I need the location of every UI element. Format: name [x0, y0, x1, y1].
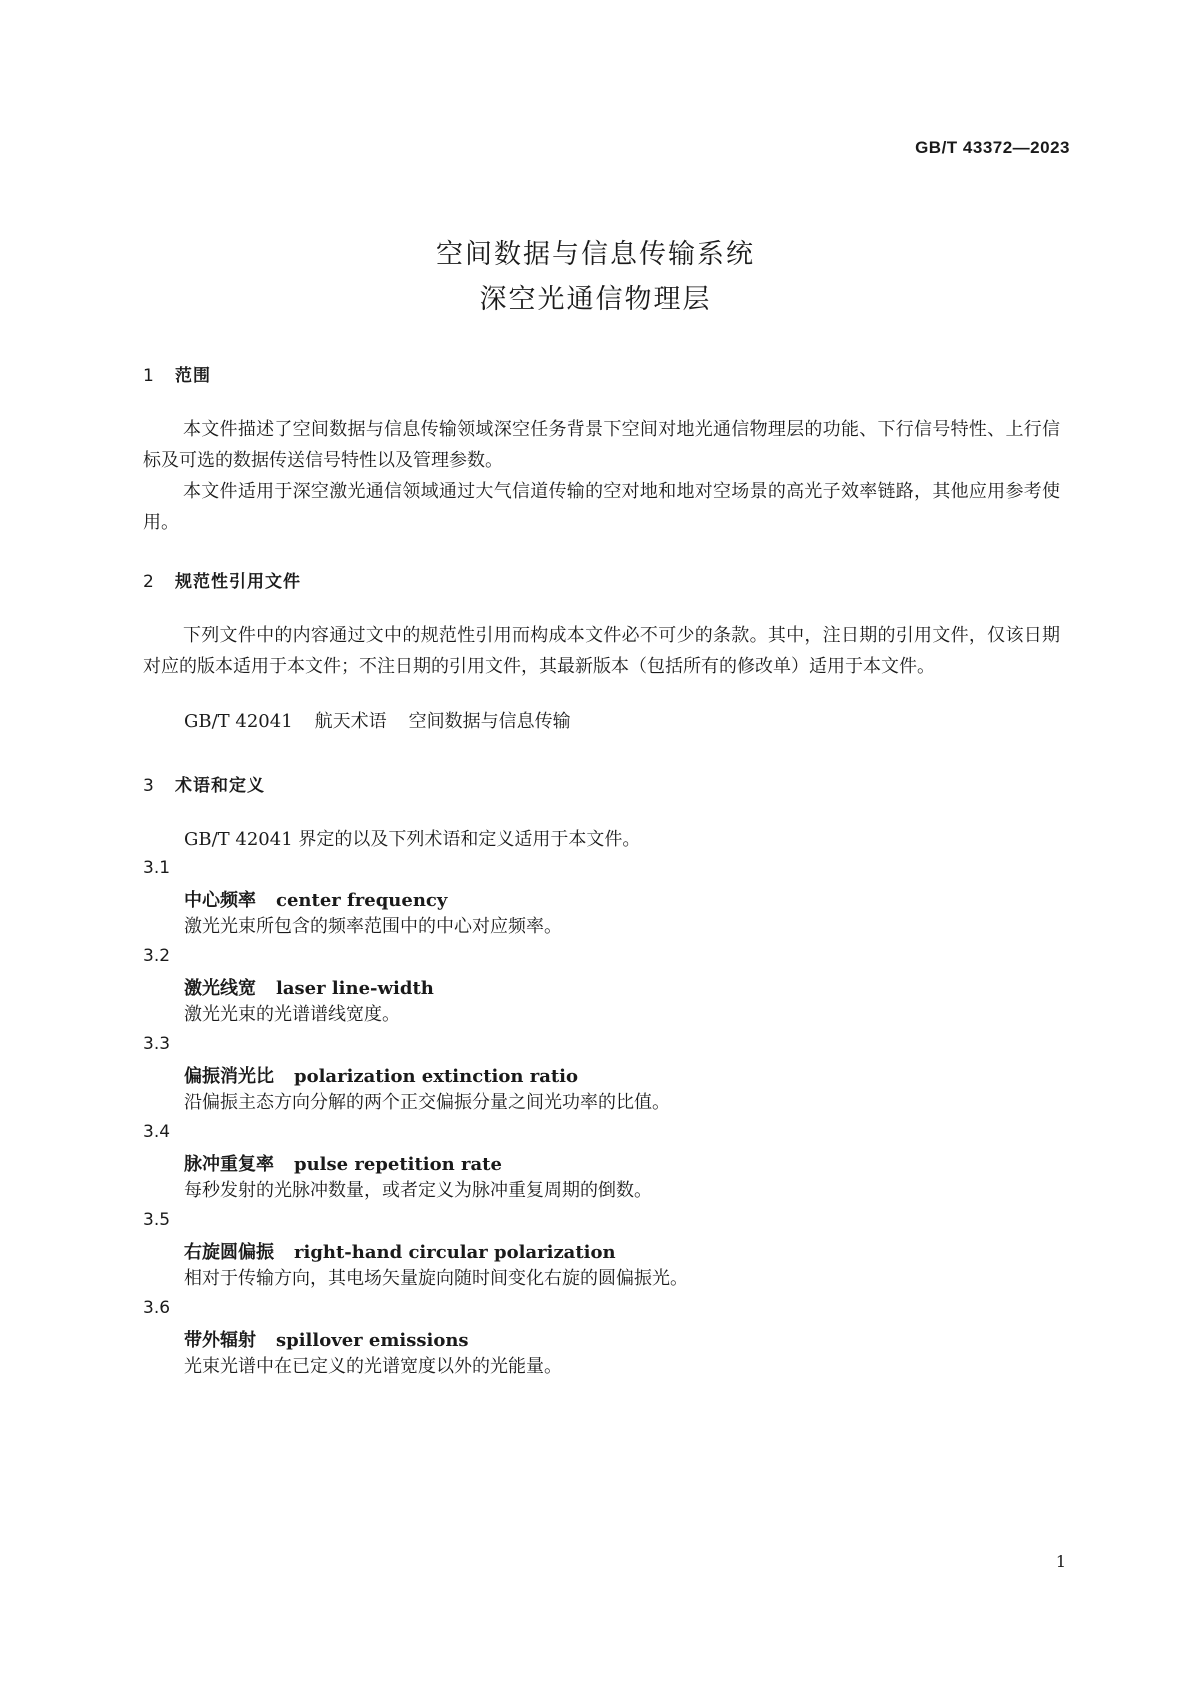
term-name: [184, 974, 434, 1000]
section-heading-normative-references: [143, 567, 301, 592]
section-number: 2: [143, 572, 155, 592]
term-name-en: polarization extinction ratio: [294, 1066, 579, 1087]
term-number: 3.1: [143, 858, 171, 878]
term-definition: 光束光谱中在已定义的光谱宽度以外的光能量。: [184, 1356, 562, 1377]
section-number: 3: [143, 776, 155, 796]
term-name: [184, 1150, 502, 1176]
term-name-zh: 偏振消光比: [184, 1066, 274, 1087]
term-number: 3.6: [143, 1298, 171, 1318]
term-name-en: right-hand circular polarization: [294, 1242, 616, 1263]
paragraph: 下列文件中的内容通过文中的规范性引用而构成本文件必不可少的条款。其中，注日期的引用文件，仅该日期对应的版本适用于本文件；不注日期的引用文件，其最新版本（包括所有的修改单）适用于本文件。: [143, 625, 1060, 677]
section-heading-terms: [143, 771, 265, 796]
term-name-en: pulse repetition rate: [294, 1154, 502, 1175]
reference-title-part: 航天术语: [314, 711, 387, 732]
terms-intro: GB/T 42041 界定的以及下列术语和定义适用于本文件。: [184, 829, 641, 850]
reference-entry: [184, 706, 571, 737]
term-name-zh: 激光线宽: [184, 978, 256, 999]
reference-code: GB/T 42041: [184, 711, 293, 732]
term-name-en: center frequency: [276, 890, 448, 911]
term-definition: 激光光束的光谱谱线宽度。: [184, 1004, 400, 1025]
standard-number: GB/T 43372—2023: [915, 138, 1070, 157]
paragraph: 本文件适用于深空激光通信领域通过大气信道传输的空对地和地对空场景的高光子效率链路，其他应用参考使用。: [143, 481, 1060, 533]
term-definition: 相对于传输方向，其电场矢量旋向随时间变化右旋的圆偏振光。: [184, 1268, 688, 1289]
section-number: 1: [143, 366, 155, 386]
title-line-2: 深空光通信物理层: [479, 284, 712, 315]
term-name-zh: 脉冲重复率: [184, 1154, 274, 1175]
term-name: [184, 1238, 616, 1264]
term-definition: 激光光束所包含的频率范围中的中心对应频率。: [184, 916, 562, 937]
term-number: 3.4: [143, 1122, 171, 1142]
term-name-en: spillover emissions: [276, 1330, 469, 1351]
term-name: [184, 1062, 578, 1088]
term-name-zh: 带外辐射: [184, 1330, 256, 1351]
section-title: 范围: [175, 366, 211, 386]
term-number: 3.5: [143, 1210, 171, 1230]
paragraph: 本文件描述了空间数据与信息传输领域深空任务背景下空间对地光通信物理层的功能、下行信号特性、上行信标及可选的数据传送信号特性以及管理参数。: [143, 419, 1060, 471]
term-name: [184, 1326, 469, 1352]
term-name-zh: 右旋圆偏振: [184, 1242, 274, 1263]
page-number: 1: [1055, 1552, 1066, 1571]
term-name: [184, 886, 447, 912]
term-number: 3.2: [143, 946, 171, 966]
title-line-1: 空间数据与信息传输系统: [436, 239, 755, 270]
section-title: 规范性引用文件: [175, 572, 301, 592]
term-definition: 沿偏振主态方向分解的两个正交偏振分量之间光功率的比值。: [184, 1092, 670, 1113]
document-title: [0, 232, 1191, 322]
term-number: 3.3: [143, 1034, 171, 1054]
term-name-en: laser line-width: [276, 978, 434, 999]
term-definition: 每秒发射的光脉冲数量，或者定义为脉冲重复周期的倒数。: [184, 1180, 652, 1201]
term-name-zh: 中心频率: [184, 890, 256, 911]
section-heading-scope: [143, 361, 211, 386]
reference-title-part: 空间数据与信息传输: [408, 711, 571, 732]
section-title: 术语和定义: [175, 776, 265, 796]
